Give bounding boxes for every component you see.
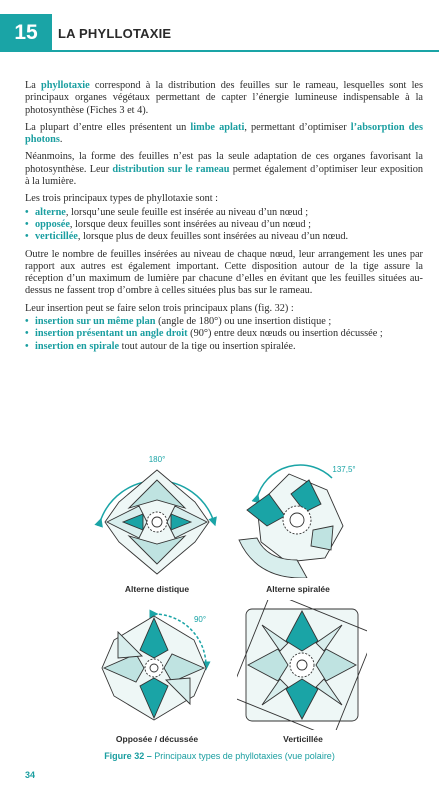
term-phyllotaxie: phyllotaxie [41,80,90,91]
figure-caption: Figure 32 – Principaux types de phyllotaxies (vue polaire) [104,751,335,761]
diagram-verticillee [237,600,367,730]
chapter-number: 15 [0,14,52,52]
paragraph-limbe: La plupart d’entre elles présentent un limbe aplati, permettant d’optimiser l’absorption des photons. [25,121,423,146]
caption-opposee-decussee: Opposée / décussée [115,734,199,744]
paragraph-distribution: Néanmoins, la forme des feuilles n’est pas la seule adaptation de ces organes favorisant la photosynthèse. Leur distribution sur le rameau permet également d’optimiser leur exposition à la lumière. [25,151,424,188]
diagram-alterne-spiralee [232,458,362,578]
list-item: • opposée, lorsque deux feuilles sont insérées au niveau d’un nœud ; [25,218,311,230]
list-item: • insertion sur un même plan (angle de 180°) ou une insertion distique ; [25,316,332,328]
angle-label: 90° [193,615,207,624]
caption-verticillee: Verticillée [283,734,323,744]
list-item: • insertion en spirale tout autour de la tige ou insertion spiralée. [25,340,296,352]
chapter-header [0,14,439,52]
chapter-title: LA PHYLLOTAXIE [58,25,172,41]
paragraph-types-intro: Les trois principaux types de phyllotaxie sont : [25,193,219,205]
caption-alterne-distique: Alterne distique [124,584,190,594]
term-limbe: limbe aplati [190,121,245,133]
paragraph-plans-intro: Leur insertion peut se faire selon trois principaux plans (fig. 32) : [25,302,294,314]
list-item: • insertion présentant un angle droit (90°) entre deux nœuds ou insertion décussée ; [25,328,383,340]
types-list [25,207,423,244]
paragraph-arrangement: Outre le nombre de feuilles insérées au niveau de chaque nœud, leur arrangement les unes par rapport aux autres est également important. Cette disposition autour de la tige assure la réception d’un maximum de lumière par chacune d’elles en évitant que les feuilles situées au-dessus ne fassent trop d’ombre à celles situées plus bas sur le rameau. [25,248,423,297]
paragraph-intro: La phyllotaxie correspond à la distribution des feuilles sur le rameau, lesquelles sont les principaux organes végétaux permettant de capter l’énergie lumineuse indispensable à la photosynthèse (Fiches 3 et 4). [25,80,424,116]
body-text [25,80,423,358]
list-item: • alterne, lorsqu’une seule feuille est insérée au niveau d’un nœud ; [25,206,309,218]
list-item: • verticillée, lorsque plus de deux feuilles sont insérées au niveau d’un nœud. [25,231,349,243]
diagram-alterne-distique [82,452,232,580]
header-rule [52,50,439,52]
diagram-opposee-decussee [92,604,222,729]
page-number: 34 [25,770,36,780]
term-photons: l’absorption des photons [25,121,423,146]
angle-label: 180° [148,455,166,464]
plans-list [25,316,423,353]
angle-label: 137,5° [332,465,356,474]
term-distribution: distribution sur le rameau [112,163,230,175]
caption-alterne-spiralee: Alterne spiralée [266,584,330,594]
